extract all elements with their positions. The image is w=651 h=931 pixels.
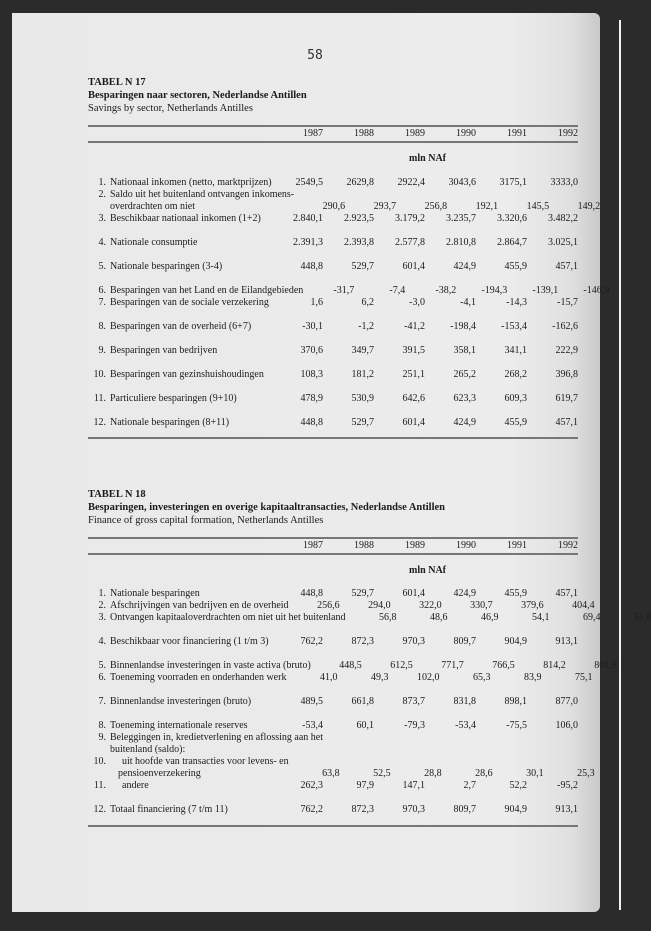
cell: 913,1 [555,636,578,647]
cell: 2.864,7 [497,237,527,248]
cell: 322,0 [419,600,442,611]
cell: 762,2 [300,804,323,815]
row-number: 5. [98,261,106,272]
cell: -41,2 [404,321,425,332]
year-col: 1992 [558,540,578,551]
row-number: 7. [98,696,106,707]
cell: 478,9 [300,393,323,404]
cell: 612,5 [390,660,413,671]
cell: 448,5 [339,660,362,671]
cell: 106,0 [555,720,578,731]
cell: 75,1 [574,672,593,683]
cell: 251,1 [402,369,425,380]
cell: 63,8 [322,768,340,779]
cell: 809,7 [453,636,476,647]
table-row [88,612,651,624]
cell: 872,3 [351,636,374,647]
cell: 2.923,5 [344,213,374,224]
cell: 69,4 [582,612,601,623]
table-title-en: Finance of gross capital formation, Netherlands Antilles [88,515,324,526]
header-rule-bottom [88,553,578,555]
row-number: 6. [98,285,106,296]
cell: 3043,6 [448,177,476,188]
cell: 370,6 [300,345,323,356]
cell: -79,3 [404,720,425,731]
cell: 3.179,2 [395,213,425,224]
table-row [88,345,578,357]
row-number: 1. [98,588,106,599]
cell: 3.025,1 [548,237,578,248]
cell: -53,4 [302,720,323,731]
cell: -162,6 [552,321,578,332]
row-number: 11. [93,780,106,791]
cell: 48,6 [429,612,448,623]
row-label: Saldo uit het buitenland ontvangen inkomens- [110,189,295,200]
cell: 268,2 [504,369,527,380]
cell: 448,8 [300,588,323,599]
cell: -198,4 [450,321,476,332]
table-row [88,720,578,732]
cell: 2.393,8 [344,237,374,248]
row-number: 1. [98,177,106,188]
year-header [88,539,578,553]
cell: 51,6 [633,612,651,623]
cell: -7,4 [389,285,406,296]
cell: 2.810,8 [446,237,476,248]
row-number: 4. [98,636,106,647]
table-row [88,696,578,708]
cell: 448,8 [300,261,323,272]
row-label: Nationaal inkomen (netto, marktprijzen) [110,177,272,188]
cell: 455,9 [504,417,527,428]
table-row [88,636,578,648]
row-number: 2. [98,600,106,611]
cell: 766,5 [492,660,515,671]
row-label: Binnenlandse investeringen (bruto) [110,696,252,707]
cell: 601,4 [402,417,425,428]
year-col: 1988 [354,540,374,551]
year-col: 1991 [507,540,527,551]
row-number: 9. [98,345,106,356]
cell: 102,0 [416,672,440,683]
cell: 642,6 [402,393,425,404]
cell: 762,2 [300,636,323,647]
row-number: 6. [98,672,106,683]
table-row [88,189,601,213]
cell: -30,1 [302,321,323,332]
row-label: andere [122,780,149,791]
table-title-nl: Besparingen naar sectoren, Nederlandse Antillen [88,90,307,101]
table-title-en: Savings by sector, Netherlands Antilles [88,103,253,114]
cell: -75,5 [506,720,527,731]
cell: -1,2 [358,321,374,332]
cell: 46,9 [480,612,499,623]
year-col: 1991 [507,128,527,139]
table-row [88,369,578,381]
cell: 814,2 [543,660,566,671]
row-label: Beschikbaar voor financiering (1 t/m 3) [110,636,269,647]
cell: 831,8 [453,696,476,707]
cell: 904,9 [504,804,527,815]
cell: 457,1 [555,261,578,272]
table-row [88,672,593,684]
row-number: 4. [98,237,106,248]
cell: 424,9 [453,417,476,428]
year-col: 1988 [354,128,374,139]
row-label: Toeneming internationale reserves [110,720,248,731]
cell: 181,2 [351,369,374,380]
cell: 262,3 [300,780,323,791]
cell: 809,7 [453,804,476,815]
cell: 601,4 [402,261,425,272]
cell: 601,4 [402,588,425,599]
cell: 457,1 [555,588,578,599]
cell: 455,9 [504,261,527,272]
table-row [88,600,595,612]
cell: 2629,8 [346,177,374,188]
cell: -53,4 [455,720,476,731]
cell: 349,7 [351,345,374,356]
cell: -3,0 [409,297,425,308]
cell: 391,5 [402,345,425,356]
cell: 448,8 [300,417,323,428]
cell: -38,2 [435,285,457,296]
row-number: 9. [98,732,106,743]
cell: 192,1 [475,201,499,212]
cell: 52,5 [373,768,391,779]
year-col: 1987 [303,540,323,551]
table-row [88,660,617,672]
cell: 609,3 [504,393,527,404]
cell: 379,6 [521,600,544,611]
table-row [88,321,578,333]
cell: 455,9 [504,588,527,599]
cell: 913,1 [555,804,578,815]
row-label: Besparingen van bedrijven [110,345,218,356]
cell: 529,7 [351,261,374,272]
page-number: 58 [307,48,323,63]
year-col: 1987 [303,128,323,139]
cell: -95,2 [557,780,578,791]
table-number: TABEL N 17 [88,77,146,88]
cell: 2.840,1 [293,213,323,224]
header-rule-bottom [88,141,578,143]
row-label: Ontvangen kapitaaloverdrachten om niet uit het buitenland [110,612,346,623]
table-row [88,297,578,309]
cell: -31,7 [333,285,355,296]
row-number: 8. [98,720,106,731]
cell: 294,0 [368,600,391,611]
row-label-cont: buitenland (saldo): [110,744,186,755]
table-row [88,804,578,816]
row-number: 10. [93,369,106,380]
row-label: uit hoofde van transacties voor levens- en [122,756,289,767]
cell: 404,4 [572,600,595,611]
year-header [88,127,578,141]
unit-label: mln NAf [409,153,446,164]
row-label: Besparingen van het Land en de Eilandgebieden [110,285,304,296]
year-col: 1989 [405,540,425,551]
cell: 28,8 [424,768,442,779]
row-label: Nationale besparingen (8+11) [110,417,230,428]
cell: 330,7 [470,600,493,611]
cell: 147,1 [402,780,425,791]
cell: 424,9 [453,588,476,599]
cell: 108,3 [300,369,323,380]
cell: 3.235,7 [446,213,476,224]
table-n18 [88,488,651,827]
cell: 661,8 [351,696,374,707]
cell: -15,7 [557,297,578,308]
row-number: 12. [93,417,106,428]
cell: 25,3 [577,768,595,779]
row-label-cont: pensioenverzekering [118,768,201,779]
cell: 3.482,2 [548,213,578,224]
row-label: Totaal financiering (7 t/m 11) [110,804,228,815]
cell: 2.577,8 [395,237,425,248]
cell: -146,9 [583,285,610,296]
row-number: 5. [98,660,106,671]
cell: 265,2 [453,369,476,380]
cell: 873,7 [402,696,425,707]
cell: 358,1 [453,345,476,356]
table-row [88,177,578,189]
row-label: Nationale besparingen [110,588,200,599]
row-label: Beleggingen in, kredietverlening en aflossing aan het [110,732,323,743]
table-number: TABEL N 18 [88,489,146,500]
cell: 145,5 [526,201,550,212]
cell: 83,9 [523,672,542,683]
row-number: 3. [98,213,106,224]
cell: 49,3 [370,672,389,683]
cell: 970,3 [402,636,425,647]
cell: 457,1 [555,417,578,428]
cell: 3333,0 [550,177,578,188]
page-edge-line [619,20,621,910]
year-col: 1990 [456,540,476,551]
cell: 1,6 [310,297,323,308]
cell: 222,9 [555,345,578,356]
table-row [88,780,578,792]
cell: 771,7 [441,660,464,671]
cell: 489,5 [300,696,323,707]
year-col: 1992 [558,128,578,139]
cell: 293,7 [373,201,397,212]
cell: 28,6 [475,768,493,779]
table-row [88,732,578,756]
cell: 256,8 [424,201,448,212]
cell: 6,2 [361,297,374,308]
row-label: Besparingen van de sociale verzekering [110,297,269,308]
cell: 2,7 [463,780,476,791]
cell: 396,8 [555,369,578,380]
row-label: Afschrijvingen van bedrijven en de overheid [110,600,289,611]
cell: -194,3 [481,285,508,296]
cell: 60,1 [356,720,374,731]
cell: -14,3 [506,297,527,308]
cell: 52,2 [509,780,527,791]
table-row [88,588,578,600]
row-label: Nationale consumptie [110,237,198,248]
cell: -4,1 [460,297,476,308]
cell: 3.320,6 [497,213,527,224]
row-number: 11. [93,393,106,404]
row-label: Binnenlandse investeringen in vaste activa (bruto) [110,660,311,671]
row-label: Toeneming voorraden en onderhanden werk [110,672,287,683]
cell: 2.391,3 [293,237,323,248]
year-col: 1990 [456,128,476,139]
cell: 290,6 [322,201,346,212]
cell: 3175,1 [499,177,527,188]
row-number: 8. [98,321,106,332]
cell: 801,9 [594,660,617,671]
table-bottom-rule [88,825,578,827]
year-col: 1989 [405,128,425,139]
table-row [88,417,578,429]
row-label-cont: overdrachten om niet [110,201,195,212]
cell: 529,7 [351,417,374,428]
cell: 970,3 [402,804,425,815]
cell: 877,0 [555,696,578,707]
row-number: 10. [93,756,106,767]
table-row [88,756,595,780]
cell: -139,1 [532,285,559,296]
cell: 256,6 [317,600,340,611]
cell: 424,9 [453,261,476,272]
cell: 65,3 [472,672,491,683]
cell: 872,3 [351,804,374,815]
table-row [88,213,578,225]
cell: 41,0 [319,672,338,683]
cell: 2549,5 [295,177,323,188]
row-number: 2. [98,189,106,200]
row-label: Beschikbaar nationaal inkomen (1+2) [110,213,261,224]
cell: 619,7 [555,393,578,404]
cell: 529,7 [351,588,374,599]
row-label: Particuliere besparingen (9+10) [110,393,237,404]
table-title-nl: Besparingen, investeringen en overige kapitaaltransacties, Nederlandse Antillen [88,502,445,513]
cell: 904,9 [504,636,527,647]
table-row [88,261,578,273]
cell: 56,8 [378,612,397,623]
cell: 30,1 [526,768,544,779]
cell: -153,4 [501,321,527,332]
table-row [88,237,578,249]
table-row [88,393,578,405]
row-number: 7. [98,297,106,308]
cell: 623,3 [453,393,476,404]
row-label: Besparingen van gezinshuishoudingen [110,369,264,380]
cell: 341,1 [504,345,527,356]
row-number: 3. [98,612,106,623]
row-label: Besparingen van de overheid (6+7) [110,321,252,332]
cell: 2922,4 [397,177,425,188]
cell: 898,1 [504,696,527,707]
row-label: Nationale besparingen (3-4) [110,261,223,272]
table-bottom-rule [88,437,578,439]
cell: 54,1 [531,612,550,623]
row-number: 12. [93,804,106,815]
unit-label: mln NAf [409,565,446,576]
cell: 149,2 [577,201,601,212]
cell: 97,9 [356,780,374,791]
cell: 530,9 [351,393,374,404]
table-row [88,285,610,297]
table-n17 [88,76,610,439]
